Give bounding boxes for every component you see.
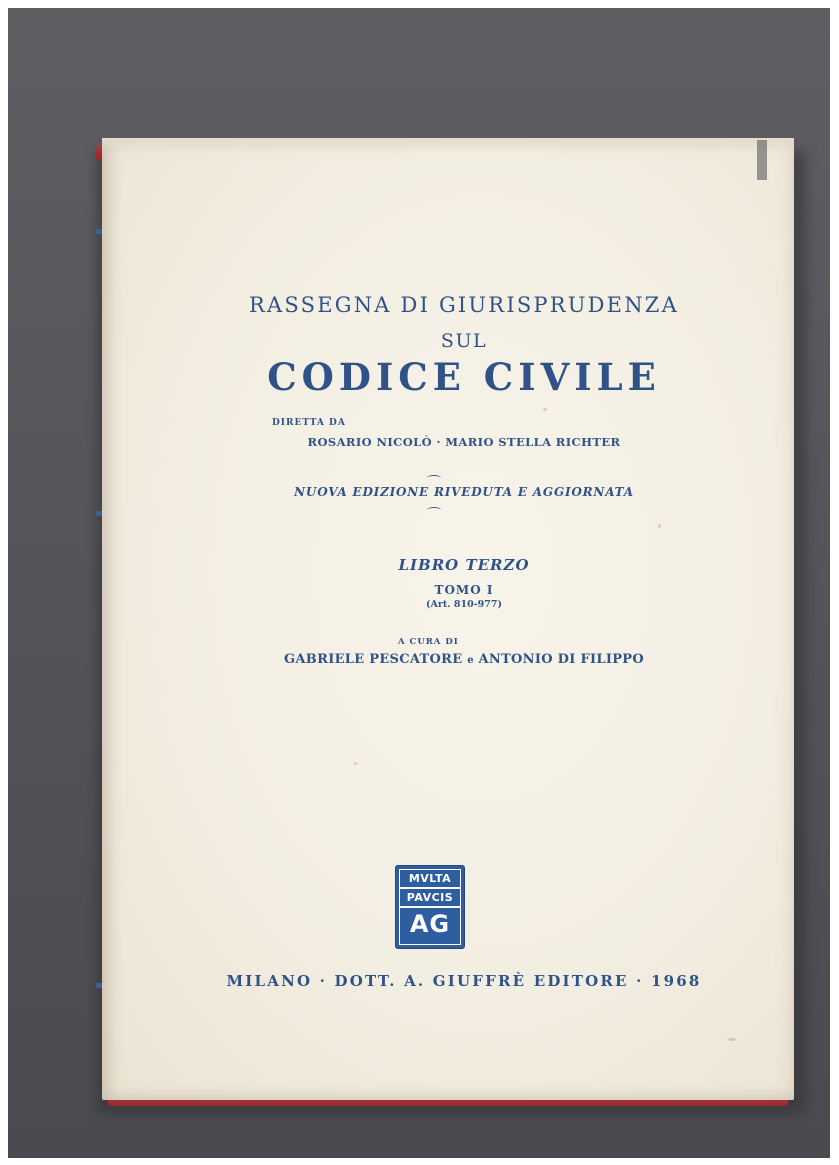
ornament [427,507,441,513]
edition-note: NUOVA EDIZIONE RIVEDUTA E AGGIORNATA [294,485,634,499]
edited-by-label: A CURA DI [398,637,459,647]
logo-rule [400,887,460,889]
jacket-tear [757,140,767,180]
article-range: (Art. 810-977) [426,599,502,610]
publisher-logo [396,866,464,948]
directors: ROSARIO NICOLÒ · MARIO STELLA RICHTER [307,435,621,449]
stain-spot [658,524,661,528]
logo-rule [400,906,460,908]
stain-spot [543,408,547,411]
ornament [427,475,441,481]
editor-conjunction: e [467,655,474,666]
editor-name: ANTONIO DI FILIPPO [478,652,644,667]
main-title: CODICE CIVILE [267,355,661,399]
series-title: RASSEGNA DI GIURISPRUDENZA [249,293,679,317]
jacket-wear [102,138,794,152]
logo-motto-line: MVLTA [408,872,452,885]
logo-monogram: AG [409,910,451,938]
editor-name: GABRIELE PESCATORE [284,652,463,667]
publisher-imprint: MILANO · DOTT. A. GIUFFRÈ EDITORE · 1968 [226,972,702,990]
series-connector: SUL [440,330,488,352]
stain-spot [727,1038,736,1041]
logo-motto-line: PAVCIS [406,891,454,904]
stain-spot [354,762,357,765]
editors [102,652,794,667]
book-jacket [102,138,794,1100]
volume-number: TOMO I [434,583,494,597]
directed-by-label: DIRETTA DA [272,418,346,428]
book-number: LIBRO TERZO [398,556,530,574]
